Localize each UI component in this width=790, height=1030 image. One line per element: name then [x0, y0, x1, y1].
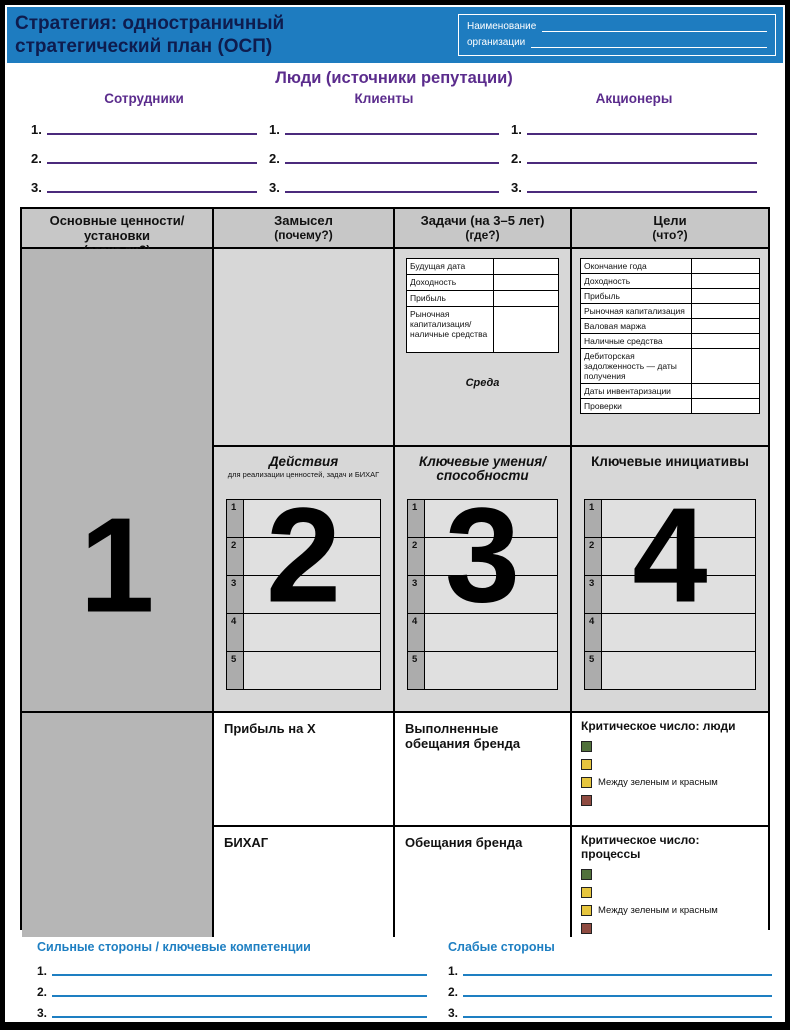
- blank-cell: [602, 576, 756, 614]
- metric-value-cell: [691, 289, 759, 304]
- row-number: 5: [227, 652, 244, 690]
- bhag-cell: [214, 827, 395, 937]
- group-title: Акционеры: [595, 91, 673, 106]
- line-number: 2.: [37, 985, 48, 999]
- metric-value-cell: [493, 307, 558, 353]
- row-number: 5: [408, 652, 425, 690]
- column-header-title: Цели: [653, 213, 687, 228]
- group-title: Клиенты: [354, 91, 414, 106]
- org-name-blank-line: [531, 35, 767, 48]
- status-square-yellow: [581, 777, 592, 788]
- big-number-1: 1: [79, 489, 155, 641]
- status-row: [581, 737, 760, 755]
- metric-value-cell: [493, 259, 558, 275]
- status-row: [581, 883, 760, 901]
- line-number: 1.: [269, 122, 280, 137]
- blank-cell: [425, 576, 558, 614]
- actions-table: [226, 499, 381, 690]
- strengths-section: [37, 940, 427, 1021]
- org-name-blank-line: [542, 19, 767, 32]
- row-number: 4: [408, 614, 425, 652]
- blank-line: [47, 162, 257, 164]
- org-name-row: [467, 35, 767, 51]
- metric-label: Наличные средства: [581, 334, 692, 349]
- list-item: [31, 138, 257, 167]
- blank-cell: [602, 538, 756, 576]
- column-header-title: Задачи (на 3–5 лет): [420, 213, 545, 228]
- metric-value-cell: [493, 291, 558, 307]
- list-item: [269, 138, 499, 167]
- weaknesses-section: [448, 940, 772, 1021]
- metric-label: Рыночная капитализация/ наличные средства: [407, 307, 494, 353]
- line-number: 3.: [448, 1006, 459, 1020]
- list-item: [31, 167, 257, 196]
- actions-section: [214, 447, 395, 713]
- people-section-title: Люди (источники репутации): [275, 69, 513, 87]
- metric-label: Доходность: [581, 274, 692, 289]
- metric-label: Дебиторская задолженность — даты получения: [581, 349, 692, 384]
- status-row: [581, 791, 760, 809]
- group-title: Сотрудники: [104, 91, 184, 106]
- row-number: 1: [408, 500, 425, 538]
- column-header-purpose: [214, 209, 395, 249]
- list-item: [269, 167, 499, 196]
- line-number: 3.: [269, 180, 280, 195]
- status-square-yellow: [581, 887, 592, 898]
- line-number: 2.: [511, 151, 522, 166]
- blank-line: [527, 191, 757, 193]
- people-group-clients: [269, 91, 499, 196]
- line-number: 2.: [269, 151, 280, 166]
- blank-line: [285, 191, 499, 193]
- blank-line: [285, 162, 499, 164]
- brand-promises-kept-label: Выполненные обещания бренда: [405, 721, 521, 751]
- skills-section: [395, 447, 572, 713]
- critical-process-title: Критическое число: процессы: [581, 833, 700, 861]
- row-number: 5: [585, 652, 602, 690]
- blank-cell: [425, 538, 558, 576]
- purpose-body: [214, 249, 395, 447]
- blank-cell: [602, 614, 756, 652]
- list-item: [31, 109, 257, 138]
- critical-people-block: [572, 713, 768, 809]
- status-row: [581, 773, 760, 791]
- blank-cell: [602, 652, 756, 690]
- metric-value-cell: [691, 304, 759, 319]
- brand-promises-kept-cell: [395, 713, 572, 827]
- strategy-grid: [20, 207, 770, 930]
- metric-label: Даты инвентаризации: [581, 384, 692, 399]
- goals-body: [572, 249, 768, 447]
- blank-line: [463, 995, 772, 997]
- row-number: 1: [585, 500, 602, 538]
- blank-cell: [244, 652, 381, 690]
- line-number: 3.: [31, 180, 42, 195]
- metric-label: Рыночная капитализация: [581, 304, 692, 319]
- line-number: 2.: [448, 985, 459, 999]
- line-number: 1.: [448, 964, 459, 978]
- metric-label: Валовая маржа: [581, 319, 692, 334]
- blank-cell: [244, 500, 381, 538]
- critical-number-process: [572, 827, 768, 937]
- line-number: 1.: [511, 122, 522, 137]
- org-label-line2: организации: [467, 37, 526, 48]
- row-number: 3: [227, 576, 244, 614]
- weaknesses-title: Слабые стороны: [448, 940, 555, 954]
- metric-value-cell: [691, 274, 759, 289]
- metric-value-cell: [493, 275, 558, 291]
- list-item: [448, 958, 772, 979]
- skills-table: [407, 499, 558, 690]
- status-square-red: [581, 923, 592, 934]
- initiatives-section: [572, 447, 768, 713]
- brand-promises-label: Обещания бренда: [405, 835, 523, 850]
- metric-label: Окончание года: [581, 259, 692, 274]
- people-section: [31, 69, 757, 196]
- status-square-green: [581, 741, 592, 752]
- big-number-2: 2: [265, 479, 342, 631]
- metric-label: Будущая дата: [407, 259, 494, 275]
- status-row: [581, 755, 760, 773]
- metric-value-cell: [691, 334, 759, 349]
- blank-cell: [244, 614, 381, 652]
- list-item: [37, 979, 427, 1000]
- critical-number-people: [572, 713, 768, 827]
- people-columns: [31, 91, 757, 196]
- row-number: 4: [585, 614, 602, 652]
- row-number: 4: [227, 614, 244, 652]
- metric-value-cell: [691, 259, 759, 274]
- status-row: [581, 865, 760, 883]
- initiatives-table: [584, 499, 756, 690]
- blank-line: [285, 133, 499, 135]
- metric-value-cell: [691, 349, 759, 384]
- list-item: [269, 109, 499, 138]
- status-square-red: [581, 795, 592, 806]
- metric-value-cell: [691, 399, 759, 414]
- row-number: 3: [585, 576, 602, 614]
- skills-title-line2: способности: [436, 468, 529, 483]
- goals-metrics-table: [580, 258, 760, 414]
- values-column-footer: [22, 713, 214, 937]
- blank-cell: [425, 614, 558, 652]
- targets-metrics-table: [406, 258, 559, 353]
- brand-promises-cell: [395, 827, 572, 937]
- actions-subtitle: для реализации ценностей, задач и БИХАГ: [227, 470, 380, 479]
- metric-label: Прибыль: [581, 289, 692, 304]
- people-group-shareholders: [511, 91, 757, 196]
- bhag-label: БИХАГ: [224, 835, 269, 850]
- column-header-title: Основные ценности/установки: [49, 213, 185, 243]
- profit-per-x-cell: [214, 713, 395, 827]
- status-row: [581, 919, 760, 937]
- list-item: [511, 138, 757, 167]
- list-item: [448, 1000, 772, 1021]
- blank-line: [47, 191, 257, 193]
- people-group-employees: [31, 91, 257, 196]
- column-header-title: Замысел: [274, 213, 333, 228]
- metric-label: Проверки: [581, 399, 692, 414]
- line-number: 3.: [37, 1006, 48, 1020]
- metric-label: Доходность: [407, 275, 494, 291]
- blank-line: [527, 133, 757, 135]
- actions-title: Действия: [268, 454, 339, 469]
- environment-label: Среда: [465, 377, 500, 389]
- column-header-goals: [572, 209, 768, 249]
- header-bar: [7, 7, 783, 63]
- blank-line: [463, 974, 772, 976]
- metric-label: Прибыль: [407, 291, 494, 307]
- status-square-yellow: [581, 759, 592, 770]
- critical-people-title: Критическое число: люди: [581, 719, 736, 733]
- blank-cell: [425, 500, 558, 538]
- status-label: Между зеленым и красным: [598, 904, 718, 916]
- skills-header: [395, 447, 570, 499]
- skills-title-line1: Ключевые умения/: [419, 454, 546, 469]
- line-number: 3.: [511, 180, 522, 195]
- row-number: 2: [585, 538, 602, 576]
- big-number-3: 3: [444, 479, 521, 631]
- list-item: [511, 109, 757, 138]
- column-header-sub: (что?): [652, 228, 688, 242]
- profit-per-x-label: Прибыль на X: [224, 721, 316, 736]
- row-number: 3: [408, 576, 425, 614]
- line-number: 1.: [31, 122, 42, 137]
- blank-line: [52, 995, 427, 997]
- blank-cell: [425, 652, 558, 690]
- blank-cell: [244, 576, 381, 614]
- line-number: 2.: [31, 151, 42, 166]
- blank-line: [527, 162, 757, 164]
- column-header-sub: (где?): [465, 228, 500, 242]
- blank-line: [47, 133, 257, 135]
- status-square-green: [581, 869, 592, 880]
- values-column-body: [22, 249, 214, 713]
- big-number-4: 4: [632, 479, 708, 631]
- metric-value-cell: [691, 384, 759, 399]
- row-number: 2: [227, 538, 244, 576]
- list-item: [511, 167, 757, 196]
- page-title-line2: стратегический план (ОСП): [15, 36, 273, 57]
- org-label-line1: Наименование: [467, 21, 537, 32]
- organization-name-box: [458, 14, 776, 56]
- blank-cell: [244, 538, 381, 576]
- row-number: 2: [408, 538, 425, 576]
- list-item: [37, 958, 427, 979]
- initiatives-title: Ключевые инициативы: [591, 454, 749, 469]
- list-item: [37, 1000, 427, 1021]
- row-number: 1: [227, 500, 244, 538]
- column-header-values: [22, 209, 214, 249]
- targets-body: [395, 249, 572, 447]
- blank-cell: [602, 500, 756, 538]
- blank-line: [463, 1016, 772, 1018]
- column-header-targets: [395, 209, 572, 249]
- page-title-line1: Стратегия: одностраничный: [15, 13, 285, 34]
- list-item: [448, 979, 772, 1000]
- critical-process-block: [572, 827, 768, 937]
- blank-line: [52, 1016, 427, 1018]
- actions-header: [214, 447, 393, 499]
- line-number: 1.: [37, 964, 48, 978]
- metric-value-cell: [691, 319, 759, 334]
- blank-line: [52, 974, 427, 976]
- status-label: Между зеленым и красным: [598, 776, 718, 788]
- strengths-title: Сильные стороны / ключевые компетенции: [37, 940, 311, 954]
- org-name-row: [467, 19, 767, 35]
- status-square-yellow: [581, 905, 592, 916]
- column-header-sub: (почему?): [274, 228, 333, 242]
- initiatives-header: [572, 447, 768, 499]
- status-row: [581, 901, 760, 919]
